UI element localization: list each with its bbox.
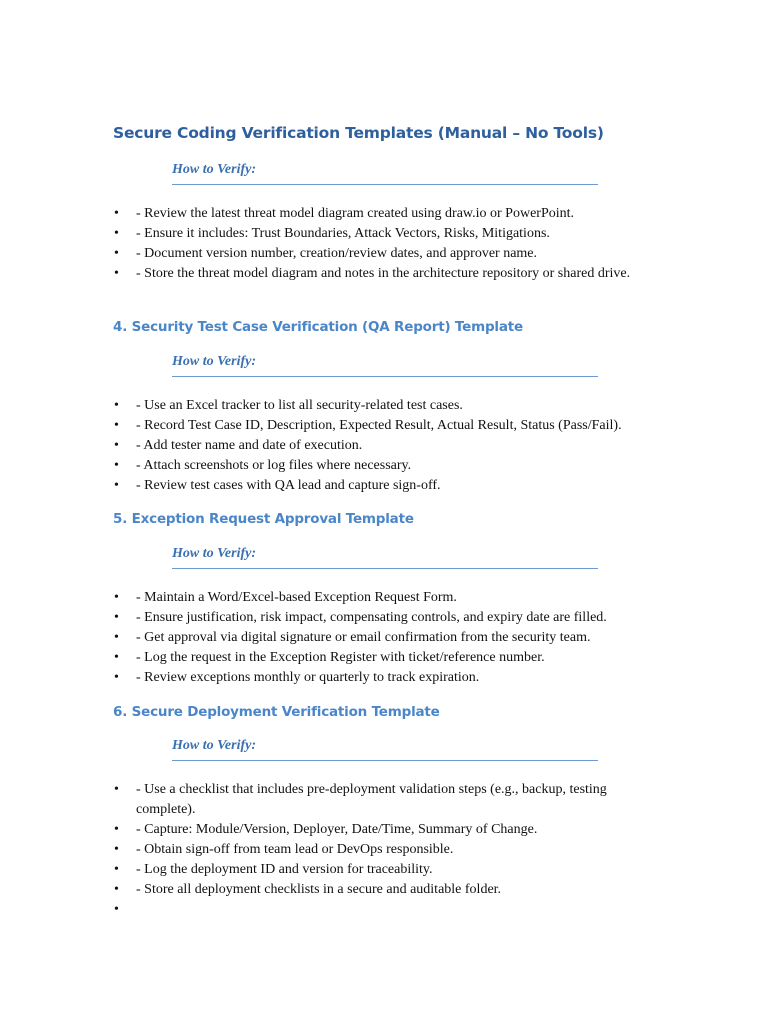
bullet-icon: • — [114, 478, 119, 493]
bullet-icon: • — [114, 458, 119, 473]
list-item — [113, 416, 673, 436]
list-item-text: - Maintain a Word/Excel-based Exception Request Form. — [136, 590, 457, 605]
list-item-text: - Store all deployment checklists in a secure and auditable folder. — [136, 882, 502, 897]
section-heading-4: 4. Security Test Case Verification (QA Report) Template — [113, 319, 523, 335]
bullet-icon: • — [114, 822, 119, 837]
list-item — [113, 628, 673, 648]
section-heading-5: 5. Exception Request Approval Template — [113, 511, 414, 527]
bullet-icon: • — [114, 206, 119, 221]
list-item-text: - Attach screenshots or log files where necessary. — [136, 458, 412, 473]
list-item-text: - Ensure justification, risk impact, compensating controls, and expiry date are filled. — [136, 610, 607, 625]
bullet-icon: • — [114, 610, 119, 625]
list-item — [113, 436, 673, 456]
bullet-icon: • — [114, 670, 119, 685]
document-title: Secure Coding Verification Templates (Manual – No Tools) — [113, 124, 604, 142]
how-to-verify-label: How to Verify: — [172, 546, 256, 561]
bullet-icon: • — [114, 398, 119, 413]
list-item-text: - Get approval via digital signature or email confirmation from the security team. — [136, 630, 591, 645]
bullet-icon: • — [114, 266, 119, 281]
bullet-icon: • — [114, 590, 119, 605]
bullet-icon: • — [114, 902, 119, 917]
list-item-text: - Document version number, creation/review dates, and approver name. — [136, 246, 538, 261]
list-item — [113, 648, 673, 668]
section-6-bullet-list — [113, 780, 673, 920]
list-item — [113, 244, 673, 264]
bullet-icon: • — [114, 842, 119, 857]
list-item-text: - Use a checklist that includes pre-deployment validation steps (e.g., backup, testing complete). — [136, 782, 607, 817]
bullet-icon: • — [114, 246, 119, 261]
list-item-text: - Use an Excel tracker to list all security-related test cases. — [136, 398, 463, 413]
bullet-icon: • — [114, 630, 119, 645]
list-item — [113, 608, 673, 628]
list-item — [113, 588, 673, 608]
how-to-verify-label: How to Verify: — [172, 162, 256, 177]
list-item-empty — [113, 900, 673, 920]
list-item — [113, 264, 673, 284]
list-item-text — [136, 900, 636, 920]
list-item — [113, 224, 673, 244]
how-to-verify-label: How to Verify: — [172, 354, 256, 369]
list-item-text: - Obtain sign-off from team lead or DevOps responsible. — [136, 842, 454, 857]
intro-bullet-list — [113, 204, 673, 284]
list-item — [113, 476, 673, 496]
list-item-text: - Ensure it includes: Trust Boundaries, Attack Vectors, Risks, Mitigations. — [136, 226, 550, 241]
bullet-icon: • — [114, 650, 119, 665]
list-item-text: - Review exceptions monthly or quarterly to track expiration. — [136, 670, 480, 685]
how-to-verify-label: How to Verify: — [172, 738, 256, 753]
list-item — [113, 780, 673, 820]
list-item-text: - Review the latest threat model diagram created using draw.io or PowerPoint. — [136, 206, 575, 221]
list-item-text: - Review test cases with QA lead and capture sign-off. — [136, 478, 441, 493]
list-item — [113, 668, 673, 688]
list-item-text: - Store the threat model diagram and notes in the architecture repository or shared drive. — [136, 266, 631, 281]
list-item-text: - Record Test Case ID, Description, Expected Result, Actual Result, Status (Pass/Fail). — [136, 418, 622, 433]
how-to-verify-rule — [172, 158, 598, 185]
list-item — [113, 840, 673, 860]
list-item-text: - Capture: Module/Version, Deployer, Date/Time, Summary of Change. — [136, 822, 538, 837]
list-item-text: - Log the request in the Exception Register with ticket/reference number. — [136, 650, 545, 665]
list-item — [113, 880, 673, 900]
list-item — [113, 204, 673, 224]
how-to-verify-rule — [172, 350, 598, 377]
section-heading-6: 6. Secure Deployment Verification Template — [113, 704, 440, 720]
section-4-bullet-list — [113, 396, 673, 496]
bullet-icon: • — [114, 882, 119, 897]
how-to-verify-rule — [172, 542, 598, 569]
list-item — [113, 456, 673, 476]
section-5-bullet-list — [113, 588, 673, 688]
list-item-text: - Log the deployment ID and version for traceability. — [136, 862, 433, 877]
bullet-icon: • — [114, 782, 119, 797]
list-item-text: - Add tester name and date of execution. — [136, 438, 363, 453]
bullet-icon: • — [114, 438, 119, 453]
bullet-icon: • — [114, 418, 119, 433]
bullet-icon: • — [114, 862, 119, 877]
list-item — [113, 860, 673, 880]
list-item — [113, 396, 673, 416]
list-item — [113, 820, 673, 840]
how-to-verify-rule — [172, 734, 598, 761]
bullet-icon: • — [114, 226, 119, 241]
